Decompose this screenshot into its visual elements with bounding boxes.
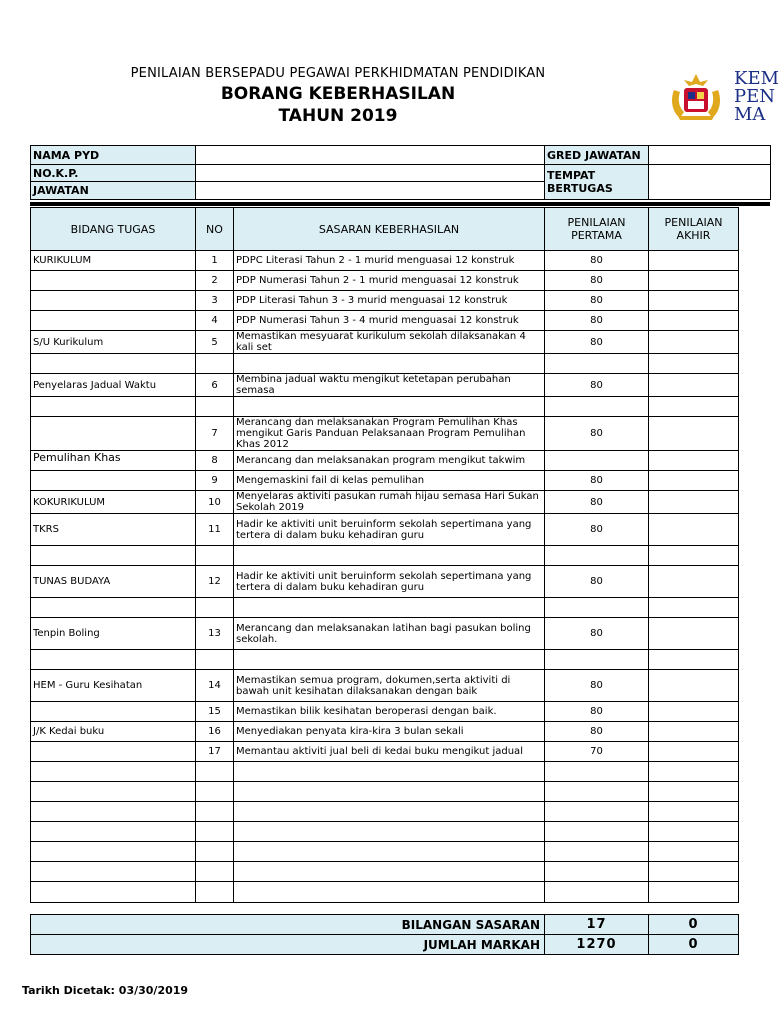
bidang-cell: HEM - Guru Kesihatan	[31, 670, 196, 702]
sasaran-cell	[234, 782, 545, 802]
row-spacer	[739, 762, 771, 782]
table-row	[31, 374, 771, 397]
sasaran-cell	[234, 598, 545, 618]
row-spacer	[739, 566, 771, 598]
totals-table	[30, 914, 739, 955]
sasaran-cell: PDPC Literasi Tahun 2 - 1 murid menguasai 12 konstruk	[234, 251, 545, 271]
sasaran-cell: PDP Literasi Tahun 3 - 3 murid menguasai 12 konstruk	[234, 291, 545, 311]
akhir-cell	[649, 514, 739, 546]
bidang-cell	[31, 354, 196, 374]
sasaran-cell	[234, 802, 545, 822]
pertama-cell	[545, 782, 649, 802]
row-spacer	[739, 842, 771, 862]
row-spacer	[739, 882, 771, 903]
row-spacer	[739, 451, 771, 471]
no-cell	[196, 862, 234, 882]
header-pertama: PENILAIAN PERTAMA	[545, 208, 649, 251]
row-spacer	[739, 618, 771, 650]
akhir-cell	[649, 291, 739, 311]
no-cell	[196, 397, 234, 417]
no-cell	[196, 842, 234, 862]
pertama-cell: 80	[545, 491, 649, 514]
akhir-cell	[649, 397, 739, 417]
table-row	[31, 598, 771, 618]
no-cell	[196, 546, 234, 566]
gred-jawatan-field[interactable]	[649, 146, 771, 165]
table-row	[31, 546, 771, 566]
pertama-cell: 80	[545, 251, 649, 271]
sasaran-cell: Membina jadual waktu mengikut ketetapan perubahan semasa	[234, 374, 545, 397]
no-cell: 9	[196, 471, 234, 491]
print-date: Tarikh Dicetak: 03/30/2019	[22, 984, 189, 997]
no-cell: 4	[196, 311, 234, 331]
pertama-cell	[545, 546, 649, 566]
bidang-cell: TUNAS BUDAYA	[31, 566, 196, 598]
pertama-cell	[545, 598, 649, 618]
no-cell: 1	[196, 251, 234, 271]
bilangan-sasaran-pertama: 17	[545, 915, 649, 935]
table-header-row	[31, 208, 771, 251]
bidang-cell	[31, 311, 196, 331]
header-akhir: PENILAIAN AKHIR	[649, 208, 739, 251]
form-year: TAHUN 2019	[278, 106, 398, 126]
akhir-cell	[649, 742, 739, 762]
no-cell	[196, 882, 234, 903]
row-spacer	[739, 742, 771, 762]
bidang-cell	[31, 862, 196, 882]
bilangan-sasaran-akhir: 0	[649, 915, 739, 935]
bidang-cell	[31, 802, 196, 822]
header-no: NO	[196, 208, 234, 251]
no-cell	[196, 762, 234, 782]
row-spacer	[739, 374, 771, 397]
table-row	[31, 722, 771, 742]
bidang-cell	[31, 291, 196, 311]
sasaran-cell: Menyediakan penyata kira-kira 3 bulan sekali	[234, 722, 545, 742]
bidang-cell	[31, 397, 196, 417]
bidang-cell	[31, 822, 196, 842]
table-row	[31, 842, 771, 862]
sasaran-cell	[234, 650, 545, 670]
bidang-cell: Penyelaras Jadual Waktu	[31, 374, 196, 397]
akhir-cell	[649, 331, 739, 354]
sasaran-cell: Hadir ke aktiviti unit beruinform sekolah sepertimana yang tertera di dalam buku kehadiran guru	[234, 566, 545, 598]
akhir-cell	[649, 702, 739, 722]
table-row	[31, 862, 771, 882]
pertama-cell: 80	[545, 566, 649, 598]
sasaran-cell: PDP Numerasi Tahun 3 - 4 murid menguasai 12 konstruk	[234, 311, 545, 331]
row-spacer	[739, 598, 771, 618]
bidang-cell: KURIKULUM	[31, 251, 196, 271]
table-row	[31, 291, 771, 311]
no-cell	[196, 598, 234, 618]
akhir-cell	[649, 722, 739, 742]
sasaran-cell: Mengemaskini fail di kelas pemulihan	[234, 471, 545, 491]
bilangan-sasaran-label: BILANGAN SASARAN	[31, 915, 545, 935]
sasaran-cell: Memastikan semua program, dokumen,serta aktiviti di bawah unit kesihatan dilaksanakan dengan baik	[234, 670, 545, 702]
jawatan-label: JAWATAN	[31, 182, 196, 200]
sasaran-cell	[234, 882, 545, 903]
bidang-cell: Pemulihan Khas	[31, 451, 196, 471]
malaysia-coat-of-arms-icon	[666, 72, 726, 122]
no-cell: 2	[196, 271, 234, 291]
table-row	[31, 762, 771, 782]
bidang-cell: Tenpin Boling	[31, 618, 196, 650]
akhir-cell	[649, 271, 739, 291]
akhir-cell	[649, 311, 739, 331]
akhir-cell	[649, 802, 739, 822]
table-row	[31, 650, 771, 670]
logo-text-line-3: MA	[734, 104, 766, 125]
row-spacer	[739, 471, 771, 491]
logo-text-line-1: KEM	[734, 68, 779, 89]
pertama-cell	[545, 882, 649, 903]
table-row	[31, 802, 771, 822]
pertama-cell: 80	[545, 670, 649, 702]
row-spacer	[739, 862, 771, 882]
akhir-cell	[649, 374, 739, 397]
form-subtitle: PENILAIAN BERSEPADU PEGAWAI PERKHIDMATAN PENDIDIKAN	[130, 66, 546, 81]
akhir-cell	[649, 862, 739, 882]
bidang-cell	[31, 782, 196, 802]
pertama-cell: 80	[545, 702, 649, 722]
table-row	[31, 331, 771, 354]
table-row	[31, 822, 771, 842]
no-cell: 15	[196, 702, 234, 722]
header-bidang: BIDANG TUGAS	[31, 208, 196, 251]
akhir-cell	[649, 354, 739, 374]
pertama-cell	[545, 802, 649, 822]
bidang-cell	[31, 471, 196, 491]
nokp-label: NO.K.P.	[31, 165, 196, 182]
table-row	[31, 566, 771, 598]
table-row	[31, 670, 771, 702]
sasaran-cell: Hadir ke aktiviti unit beruinform sekolah sepertimana yang tertera di dalam buku kehadiran guru	[234, 514, 545, 546]
akhir-cell	[649, 822, 739, 842]
jumlah-markah-pertama: 1270	[545, 935, 649, 955]
bidang-cell: KOKURIKULUM	[31, 491, 196, 514]
bidang-cell	[31, 650, 196, 670]
sasaran-cell	[234, 822, 545, 842]
sasaran-cell: Merancang dan melaksanakan program mengikut takwim	[234, 451, 545, 471]
table-row	[31, 742, 771, 762]
table-row	[31, 397, 771, 417]
no-cell: 14	[196, 670, 234, 702]
ministry-logo	[662, 68, 779, 125]
pertama-cell: 80	[545, 471, 649, 491]
akhir-cell	[649, 546, 739, 566]
row-spacer	[739, 311, 771, 331]
row-spacer	[739, 397, 771, 417]
no-cell: 7	[196, 417, 234, 451]
table-row	[31, 417, 771, 451]
sasaran-cell: Merancang dan melaksanakan Program Pemulihan Khas mengikut Garis Panduan Pelaksanaan Program Pemulihan Khas 2012	[234, 417, 545, 451]
no-cell: 10	[196, 491, 234, 514]
bidang-cell	[31, 702, 196, 722]
pertama-cell	[545, 397, 649, 417]
row-spacer	[739, 722, 771, 742]
no-cell	[196, 782, 234, 802]
akhir-cell	[649, 882, 739, 903]
bidang-cell	[31, 271, 196, 291]
sasaran-cell	[234, 762, 545, 782]
no-cell	[196, 822, 234, 842]
section-divider	[30, 202, 770, 206]
row-spacer	[739, 251, 771, 271]
sasaran-cell	[234, 546, 545, 566]
pertama-cell: 80	[545, 514, 649, 546]
bidang-cell	[31, 882, 196, 903]
sasaran-cell: Memastikan mesyuarat kurikulum sekolah dilaksanakan 4 kali set	[234, 331, 545, 354]
akhir-cell	[649, 842, 739, 862]
table-row	[31, 514, 771, 546]
table-row	[31, 354, 771, 374]
row-spacer	[739, 331, 771, 354]
bidang-cell: S/U Kurikulum	[31, 331, 196, 354]
row-spacer	[739, 802, 771, 822]
tempat-label-line2: BERTUGAS	[547, 182, 613, 195]
akhir-cell	[649, 782, 739, 802]
pertama-cell: 80	[545, 331, 649, 354]
pertama-cell: 80	[545, 271, 649, 291]
row-spacer	[739, 514, 771, 546]
row-spacer	[739, 702, 771, 722]
akhir-cell	[649, 566, 739, 598]
row-spacer	[739, 822, 771, 842]
no-cell: 8	[196, 451, 234, 471]
no-cell: 5	[196, 331, 234, 354]
pertama-cell: 80	[545, 417, 649, 451]
akhir-cell	[649, 251, 739, 271]
row-spacer	[739, 417, 771, 451]
row-spacer	[739, 546, 771, 566]
pertama-cell	[545, 650, 649, 670]
sasaran-cell: Merancang dan melaksanakan latihan bagi pasukan boling sekolah.	[234, 618, 545, 650]
pertama-cell	[545, 762, 649, 782]
personal-info-table	[30, 145, 771, 200]
row-spacer	[739, 271, 771, 291]
logo-text-line-2: PEN	[734, 86, 776, 107]
pertama-cell	[545, 862, 649, 882]
gred-jawatan-label: GRED JAWATAN	[545, 146, 649, 165]
bidang-cell	[31, 598, 196, 618]
nama-pyd-label: NAMA PYD	[31, 146, 196, 165]
header-spacer	[739, 208, 771, 251]
pertama-cell: 80	[545, 722, 649, 742]
jumlah-markah-label: JUMLAH MARKAH	[31, 935, 545, 955]
table-row	[31, 882, 771, 903]
no-cell: 11	[196, 514, 234, 546]
bidang-cell: TKRS	[31, 514, 196, 546]
sasaran-cell	[234, 842, 545, 862]
row-spacer	[739, 291, 771, 311]
bidang-cell	[31, 742, 196, 762]
sasaran-table-body	[31, 208, 771, 903]
row-spacer	[739, 650, 771, 670]
sasaran-cell: PDP Numerasi Tahun 2 - 1 murid menguasai 12 konstruk	[234, 271, 545, 291]
pertama-cell: 80	[545, 311, 649, 331]
akhir-cell	[649, 598, 739, 618]
table-row	[31, 782, 771, 802]
sasaran-cell: Menyelaras aktiviti pasukan rumah hijau semasa Hari Sukan Sekolah 2019	[234, 491, 545, 514]
table-row	[31, 471, 771, 491]
form-title: BORANG KEBERHASILAN	[220, 84, 456, 104]
tempat-bertugas-field[interactable]	[649, 165, 771, 200]
tempat-bertugas-label	[545, 165, 649, 200]
table-row	[31, 702, 771, 722]
akhir-cell	[649, 491, 739, 514]
no-cell	[196, 650, 234, 670]
pertama-cell: 80	[545, 618, 649, 650]
jumlah-markah-akhir: 0	[649, 935, 739, 955]
table-row	[31, 618, 771, 650]
sasaran-cell: Memantau aktiviti jual beli di kedai buku mengikut jadual	[234, 742, 545, 762]
tempat-label-line1: TEMPAT	[547, 169, 596, 182]
pertama-cell	[545, 451, 649, 471]
row-spacer	[739, 670, 771, 702]
akhir-cell	[649, 618, 739, 650]
sasaran-cell: Memastikan bilik kesihatan beroperasi dengan baik.	[234, 702, 545, 722]
bidang-cell	[31, 762, 196, 782]
nokp-field[interactable]	[196, 165, 545, 182]
akhir-cell	[649, 670, 739, 702]
table-row	[31, 311, 771, 331]
akhir-cell	[649, 451, 739, 471]
nama-pyd-field[interactable]	[196, 146, 545, 165]
akhir-cell	[649, 471, 739, 491]
pertama-cell: 80	[545, 374, 649, 397]
pertama-cell	[545, 354, 649, 374]
no-cell: 13	[196, 618, 234, 650]
bidang-cell	[31, 842, 196, 862]
bidang-cell	[31, 546, 196, 566]
jawatan-field[interactable]	[196, 182, 545, 200]
row-spacer	[739, 491, 771, 514]
akhir-cell	[649, 417, 739, 451]
no-cell	[196, 802, 234, 822]
bidang-cell	[31, 417, 196, 451]
akhir-cell	[649, 762, 739, 782]
bidang-cell: J/K Kedai buku	[31, 722, 196, 742]
sasaran-table	[30, 207, 771, 903]
row-spacer	[739, 782, 771, 802]
pertama-cell	[545, 842, 649, 862]
no-cell: 3	[196, 291, 234, 311]
table-row	[31, 271, 771, 291]
sasaran-cell	[234, 397, 545, 417]
row-spacer	[739, 354, 771, 374]
pertama-cell	[545, 822, 649, 842]
pertama-cell: 70	[545, 742, 649, 762]
no-cell	[196, 354, 234, 374]
header-sasaran: SASARAN KEBERHASILAN	[234, 208, 545, 251]
no-cell: 6	[196, 374, 234, 397]
sasaran-cell	[234, 862, 545, 882]
table-row	[31, 451, 771, 471]
pertama-cell: 80	[545, 291, 649, 311]
table-row	[31, 491, 771, 514]
akhir-cell	[649, 650, 739, 670]
no-cell: 12	[196, 566, 234, 598]
table-row	[31, 251, 771, 271]
no-cell: 16	[196, 722, 234, 742]
sasaran-cell	[234, 354, 545, 374]
no-cell: 17	[196, 742, 234, 762]
